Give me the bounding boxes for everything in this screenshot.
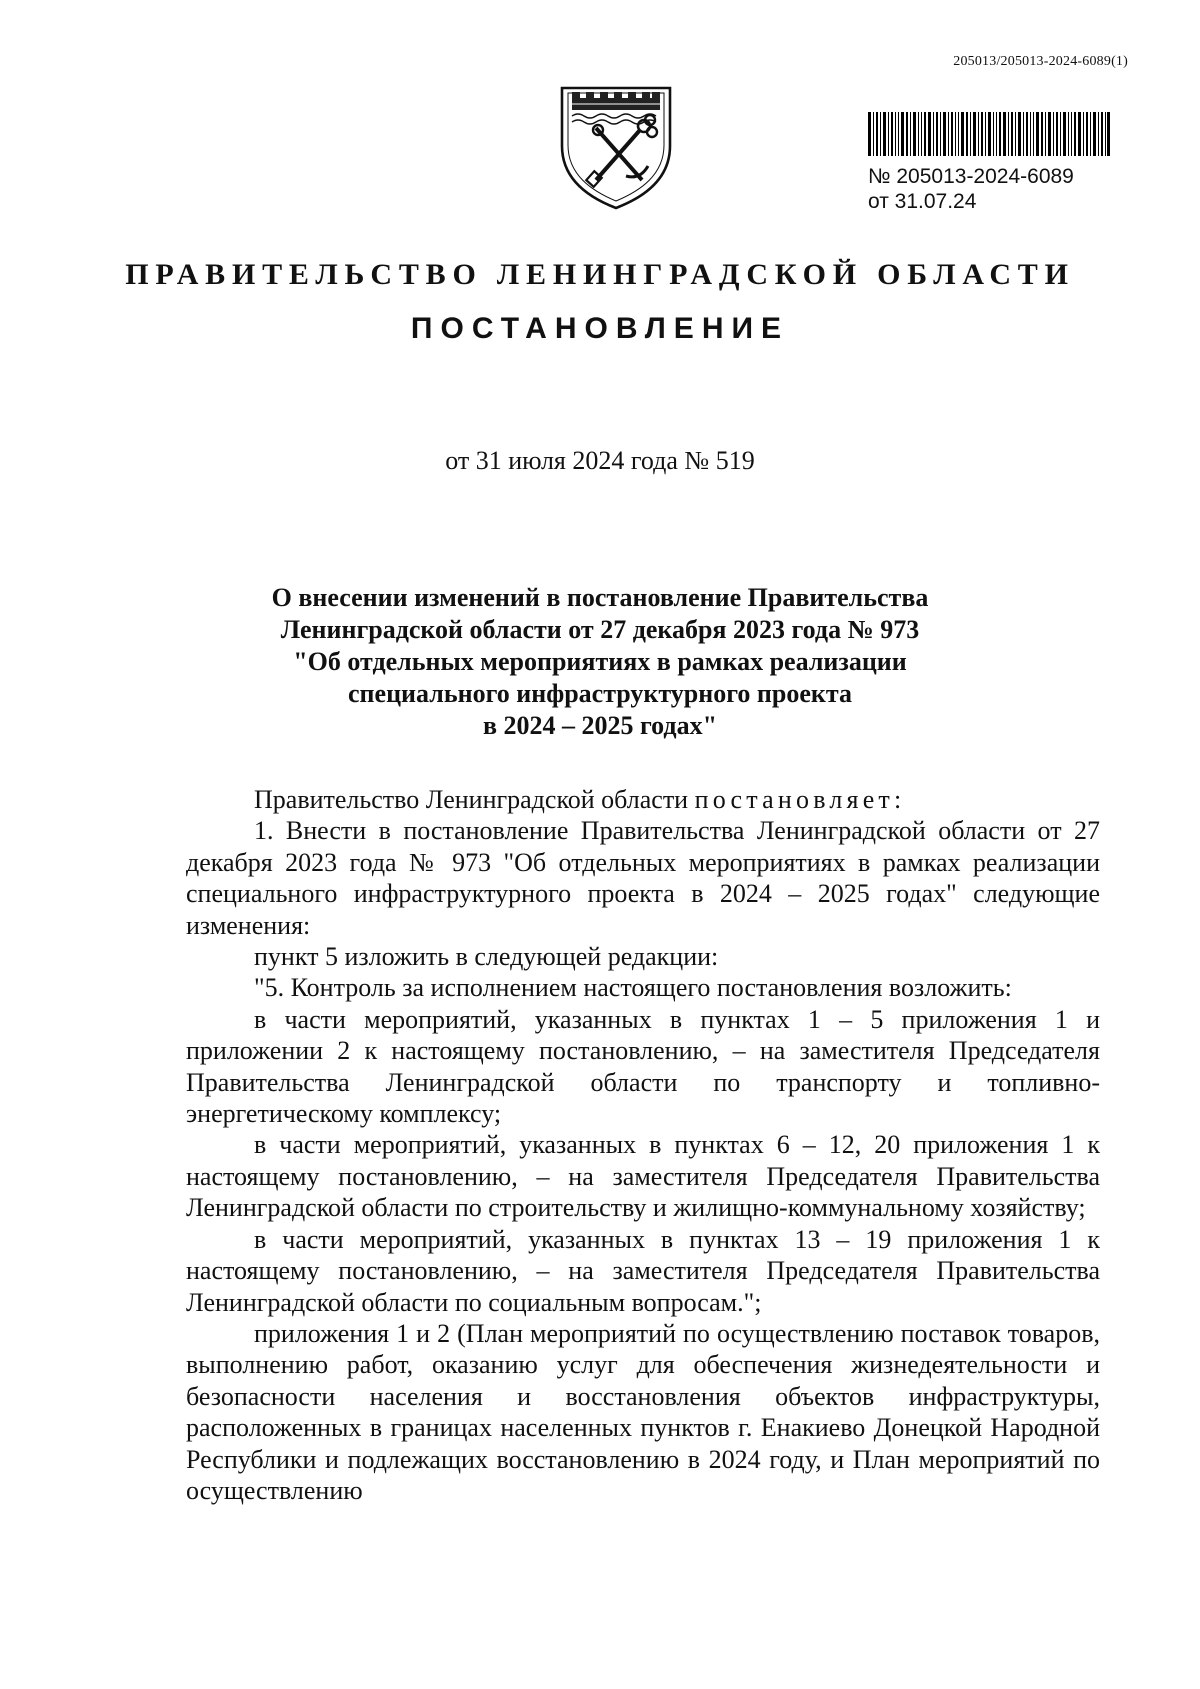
title-line: О внесении изменений в постановление Правительства <box>271 583 929 612</box>
body-paragraph: в части мероприятий, указанных в пунктах 13 – 19 приложения 1 к настоящему постановлению, – на заместителя Председателя Правительства Ленинградской области по социальным вопросам."; <box>186 1224 1100 1317</box>
body-paragraph: 1. Внести в постановление Правительства Ленинградской области от 27 декабря 2023 года № 973 "Об отдельных мероприятиях в рамках реализации специального инфраструктурного проекта в 2024 – 2025 годах" следующие изменения: <box>186 816 1100 940</box>
title-line: "Об отдельных мероприятиях в рамках реализации <box>293 647 907 676</box>
title-line: специального инфраструктурного проекта <box>348 679 852 708</box>
preamble-emphasis: постановляет: <box>694 785 906 814</box>
title-line: в 2024 – 2025 годах" <box>482 711 718 740</box>
document-date: от 31 июля 2024 года № 519 <box>445 446 755 475</box>
document-title <box>210 582 990 742</box>
preamble <box>186 784 1100 815</box>
document-body <box>186 784 1100 1506</box>
body-paragraph: "5. Контроль за исполнением настоящего постановления возложить: <box>254 973 1012 1003</box>
registration-date: от 31.07.24 <box>868 190 977 213</box>
coat-of-arms-icon <box>556 76 676 210</box>
body-paragraph: в части мероприятий, указанных в пунктах 6 – 12, 20 приложения 1 к настоящему постановлению, – на заместителя Председателя Правительства Ленинградской области по строительству и жилищно-коммунальному хозяйству; <box>186 1130 1100 1223</box>
preamble-text: Правительство Ленинградской области <box>254 785 689 814</box>
barcode-icon <box>868 112 1110 156</box>
authority-title: ПРАВИТЕЛЬСТВО ЛЕНИНГРАДСКОЙ ОБЛАСТИ <box>125 258 1075 291</box>
registry-code: 205013/205013-2024-6089(1) <box>953 54 1128 69</box>
body-paragraph: в части мероприятий, указанных в пунктах 1 – 5 приложения 1 и приложении 2 к настоящему постановлению, – на заместителя Председателя Правительства Ленинградской области по транспорту и топливно-энергетическому комплексу; <box>186 1004 1100 1129</box>
document-type: ПОСТАНОВЛЕНИЕ <box>410 312 790 345</box>
title-line: Ленинградской области от 27 декабря 2023 года № 973 <box>280 615 920 644</box>
registration-number: № 205013-2024-6089 <box>868 165 1074 188</box>
body-paragraph: пункт 5 изложить в следующей редакции: <box>254 942 719 972</box>
body-paragraph: приложения 1 и 2 (План мероприятий по осуществлению поставок товаров, выполнению работ, оказанию услуг для обеспечения жизнедеятельности и безопасности населения и восстановления объектов инфраструктуры, расположенных в границах населенных пунктов г. Енакиево Донецкой Народной Республики и подлежащих восстановлению в 2024 году, и План мероприятий по осуществлению <box>186 1318 1100 1505</box>
registration-block <box>868 112 1108 214</box>
